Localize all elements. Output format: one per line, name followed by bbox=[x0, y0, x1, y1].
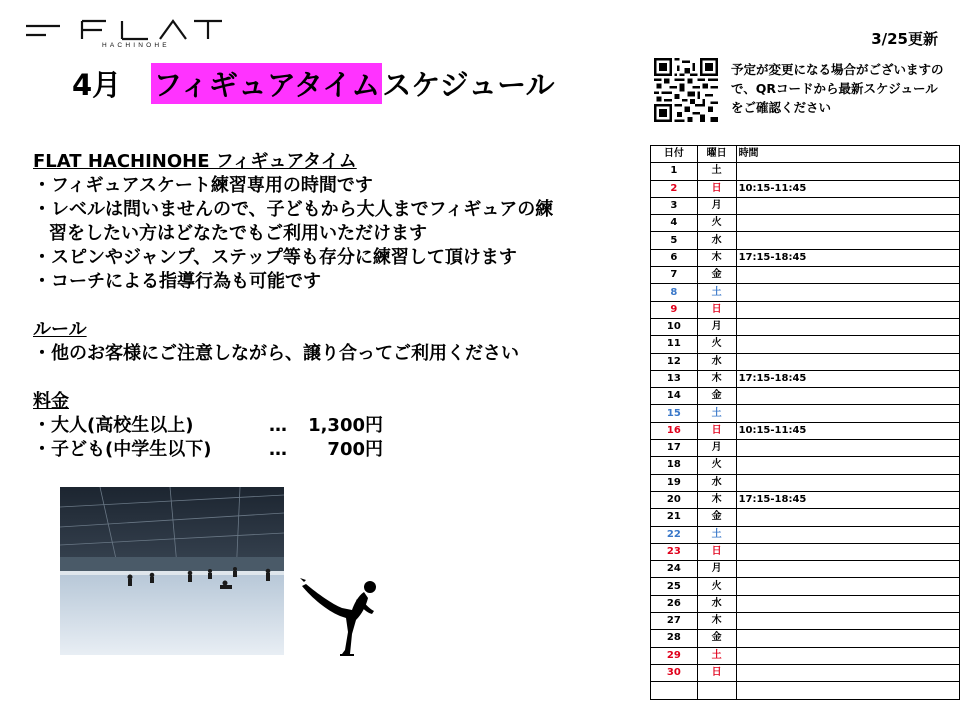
fee-dots: … bbox=[269, 415, 287, 436]
cell-time bbox=[736, 405, 959, 422]
cell-date: 13 bbox=[651, 370, 698, 387]
fee-price: 1,300円 bbox=[308, 415, 383, 436]
cell-date: 29 bbox=[651, 647, 698, 664]
cell-day: 木 bbox=[697, 370, 736, 387]
cell-day: 月 bbox=[697, 561, 736, 578]
table-row bbox=[651, 491, 960, 508]
table-row bbox=[651, 180, 960, 197]
table-row bbox=[651, 682, 960, 699]
rules-item: ・他のお客様にご注意しながら、譲り合ってご利用ください bbox=[33, 343, 519, 364]
table-row bbox=[651, 630, 960, 647]
cell-date: 30 bbox=[651, 664, 698, 681]
table-row bbox=[651, 249, 960, 266]
table-row bbox=[651, 664, 960, 681]
table-row bbox=[651, 336, 960, 353]
table-row bbox=[651, 405, 960, 422]
fee-row-child bbox=[33, 438, 623, 462]
cell-time bbox=[736, 630, 959, 647]
cell-date: 11 bbox=[651, 336, 698, 353]
qr-code-icon[interactable] bbox=[654, 58, 718, 122]
fee-row-adult bbox=[33, 414, 623, 438]
cell-day: 火 bbox=[697, 457, 736, 474]
cell-date: 3 bbox=[651, 197, 698, 214]
about-item: ・レベルは問いませんので、子どもから大人までフィギュアの練 bbox=[33, 199, 554, 220]
cell-time bbox=[736, 561, 959, 578]
fee-name: ・大人(高校生以上) bbox=[33, 415, 194, 436]
cell-date: 22 bbox=[651, 526, 698, 543]
cell-time: 17:15-18:45 bbox=[736, 370, 959, 387]
figure-skater-silhouette bbox=[298, 574, 388, 660]
cell-date: 26 bbox=[651, 595, 698, 612]
cell-date: 4 bbox=[651, 215, 698, 232]
cell-day: 火 bbox=[697, 336, 736, 353]
cell-day: 土 bbox=[697, 284, 736, 301]
cell-day: 水 bbox=[697, 474, 736, 491]
table-row bbox=[651, 440, 960, 457]
header-day: 曜日 bbox=[697, 146, 736, 163]
cell-time bbox=[736, 163, 959, 180]
table-row bbox=[651, 422, 960, 439]
cell-day: 金 bbox=[697, 630, 736, 647]
cell-day: 金 bbox=[697, 509, 736, 526]
about-item: ・スピンやジャンプ、ステップ等も存分に練習して頂けます bbox=[33, 247, 517, 268]
table-row bbox=[651, 526, 960, 543]
cell-time: 17:15-18:45 bbox=[736, 249, 959, 266]
table-row bbox=[651, 301, 960, 318]
update-date: 3/25更新 bbox=[871, 30, 938, 48]
cell-day: 月 bbox=[697, 318, 736, 335]
cell-time bbox=[736, 440, 959, 457]
table-row bbox=[651, 267, 960, 284]
cell-time bbox=[736, 595, 959, 612]
cell-date: 14 bbox=[651, 388, 698, 405]
fee-price: 700円 bbox=[327, 439, 383, 460]
cell-date: 21 bbox=[651, 509, 698, 526]
table-row bbox=[651, 595, 960, 612]
cell-time bbox=[736, 318, 959, 335]
cell-date: 27 bbox=[651, 613, 698, 630]
cell-day: 日 bbox=[697, 664, 736, 681]
cell-date: 20 bbox=[651, 491, 698, 508]
fee-name: ・子ども(中学生以下) bbox=[33, 439, 212, 460]
cell-time bbox=[736, 457, 959, 474]
header-time: 時間 bbox=[736, 146, 959, 163]
cell-day: 木 bbox=[697, 491, 736, 508]
cell-time bbox=[736, 388, 959, 405]
cell-day: 水 bbox=[697, 232, 736, 249]
cell-day: 土 bbox=[697, 405, 736, 422]
about-item: 習をしたい方はどなたでもご利用いただけます bbox=[49, 223, 427, 244]
page-title bbox=[72, 60, 555, 106]
schedule-change-notice: 予定が変更になる場合がございますので、QRコードから最新スケジュールをご確認ください bbox=[731, 62, 944, 115]
cell-time bbox=[736, 232, 959, 249]
fee-dots: … bbox=[269, 439, 287, 460]
cell-date: 24 bbox=[651, 561, 698, 578]
cell-day: 土 bbox=[697, 647, 736, 664]
cell-time bbox=[736, 526, 959, 543]
cell-date: 6 bbox=[651, 249, 698, 266]
cell-date: 19 bbox=[651, 474, 698, 491]
flat-hachinohe-logo bbox=[24, 18, 224, 48]
about-item: ・コーチによる指導行為も可能です bbox=[33, 271, 321, 292]
cell-time: 10:15-11:45 bbox=[736, 180, 959, 197]
cell-time bbox=[736, 664, 959, 681]
cell-day: 木 bbox=[697, 613, 736, 630]
cell-time bbox=[736, 353, 959, 370]
table-row bbox=[651, 561, 960, 578]
table-row bbox=[651, 163, 960, 180]
title-rest: スケジュール bbox=[382, 67, 555, 102]
cell-time bbox=[736, 474, 959, 491]
cell-date: 16 bbox=[651, 422, 698, 439]
cell-time bbox=[736, 215, 959, 232]
cell-date: 5 bbox=[651, 232, 698, 249]
cell-day: 金 bbox=[697, 388, 736, 405]
table-row bbox=[651, 509, 960, 526]
table-row bbox=[651, 284, 960, 301]
title-month: 4月 bbox=[72, 67, 122, 102]
cell-time bbox=[736, 336, 959, 353]
table-row bbox=[651, 215, 960, 232]
cell-time bbox=[736, 509, 959, 526]
table-row bbox=[651, 370, 960, 387]
table-row bbox=[651, 197, 960, 214]
table-row bbox=[651, 232, 960, 249]
cell-time bbox=[736, 613, 959, 630]
about-item: ・フィギュアスケート練習専用の時間です bbox=[33, 175, 373, 196]
cell-time bbox=[736, 301, 959, 318]
cell-date bbox=[651, 682, 698, 699]
cell-day: 木 bbox=[697, 249, 736, 266]
cell-date: 2 bbox=[651, 180, 698, 197]
header-date: 日付 bbox=[651, 146, 698, 163]
cell-date: 1 bbox=[651, 163, 698, 180]
table-row bbox=[651, 318, 960, 335]
table-row bbox=[651, 613, 960, 630]
cell-date: 12 bbox=[651, 353, 698, 370]
cell-date: 28 bbox=[651, 630, 698, 647]
cell-date: 17 bbox=[651, 440, 698, 457]
cell-day: 日 bbox=[697, 180, 736, 197]
main-content bbox=[33, 150, 623, 462]
cell-day: 火 bbox=[697, 215, 736, 232]
cell-day bbox=[697, 682, 736, 699]
cell-time: 10:15-11:45 bbox=[736, 422, 959, 439]
cell-time bbox=[736, 284, 959, 301]
cell-date: 15 bbox=[651, 405, 698, 422]
title-highlight: フィギュアタイム bbox=[151, 63, 382, 104]
cell-day: 月 bbox=[697, 440, 736, 457]
cell-day: 水 bbox=[697, 353, 736, 370]
cell-time bbox=[736, 682, 959, 699]
cell-date: 8 bbox=[651, 284, 698, 301]
cell-day: 火 bbox=[697, 578, 736, 595]
cell-time bbox=[736, 197, 959, 214]
ice-rink-photo bbox=[60, 487, 284, 655]
table-row bbox=[651, 474, 960, 491]
cell-date: 10 bbox=[651, 318, 698, 335]
cell-date: 7 bbox=[651, 267, 698, 284]
cell-day: 水 bbox=[697, 595, 736, 612]
fees-heading: 料金 bbox=[33, 391, 69, 412]
cell-time bbox=[736, 647, 959, 664]
cell-date: 9 bbox=[651, 301, 698, 318]
cell-day: 月 bbox=[697, 197, 736, 214]
rules-heading: ルール bbox=[33, 319, 87, 340]
cell-time: 17:15-18:45 bbox=[736, 491, 959, 508]
cell-date: 25 bbox=[651, 578, 698, 595]
table-row bbox=[651, 388, 960, 405]
schedule-table bbox=[650, 145, 960, 700]
about-heading: FLAT HACHINOHE フィギュアタイム bbox=[33, 151, 357, 172]
table-row bbox=[651, 647, 960, 664]
cell-time bbox=[736, 267, 959, 284]
schedule-header-row bbox=[651, 146, 960, 163]
table-row bbox=[651, 543, 960, 560]
cell-time bbox=[736, 578, 959, 595]
cell-day: 金 bbox=[697, 267, 736, 284]
cell-day: 日 bbox=[697, 301, 736, 318]
table-row bbox=[651, 578, 960, 595]
table-row bbox=[651, 457, 960, 474]
cell-day: 日 bbox=[697, 422, 736, 439]
cell-time bbox=[736, 543, 959, 560]
svg-text:HACHINOHE: HACHINOHE bbox=[102, 42, 170, 48]
cell-day: 土 bbox=[697, 163, 736, 180]
cell-day: 日 bbox=[697, 543, 736, 560]
cell-day: 土 bbox=[697, 526, 736, 543]
cell-date: 18 bbox=[651, 457, 698, 474]
cell-date: 23 bbox=[651, 543, 698, 560]
table-row bbox=[651, 353, 960, 370]
